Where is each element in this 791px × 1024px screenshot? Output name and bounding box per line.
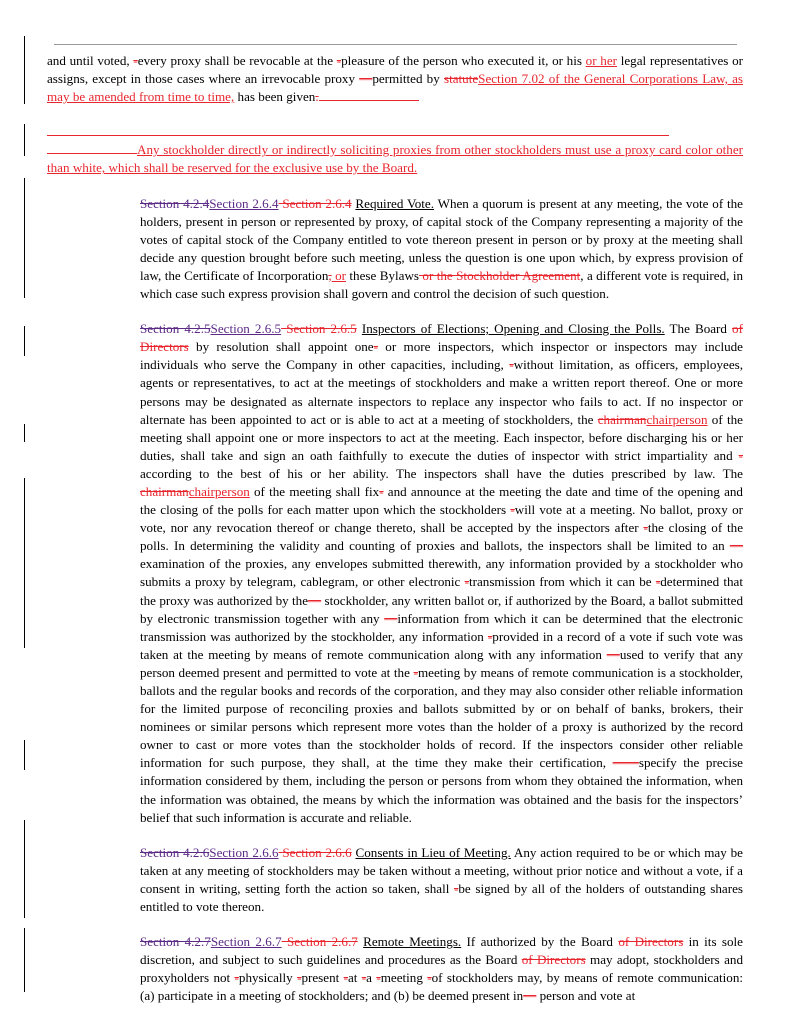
section-inspectors-of-elections: Section 4.2.5Section 2.6.5 Section 2.6.5 Inspectors of Elections; Opening and Closing the Polls. The Board of Directors by resolution shall appoint one- or more inspectors, which inspector or inspectors may include individuals who serve the Company in other capacities, including, -without limitation, as officers, employees, agents or representatives, to act at the meetings of stockholders and make a written report thereof. One or more persons may be designated as alternate inspectors to replace any inspector who fails to act. If no inspector or alternate has been appointed to act or is able to act at a meeting of stockholders, the chairmanchairperson of the meeting shall appoint one or more inspectors to act at the meeting. Each inspector, before discharging his or her duties, shall take and sign an oath faithfully to execute the duties of inspector with strict impartiality and -according to the best of his or her ability. The inspectors shall have the duties prescribed by law. The chairmanchairperson of the meeting shall fix- and announce at the meeting the date and time of the opening and the closing of the polls for each matter upon which the stockholders -will vote at a meeting. No ballot, proxy or vote, nor any revocation thereof or change thereto, shall be accepted by the inspectors after -the closing of the polls. In determining the validity and counting of proxies and ballots, the inspectors shall be limited to an —examination of the proxies, any envelopes submitted therewith, any information provided by a stockholder who submits a proxy by telegram, cablegram, or other electronic -transmission from which it can be -determined that the proxy was authorized by the— stockholder, any written ballot or, if authorized by the Board, a ballot submitted by electronic transmission together with any —information from which it can be determined that the electronic transmission was authorized by the stockholder, any information -provided in a record of a vote if such vote was taken at the meeting by means of remote communication along with any information —used to verify that any person deemed present and permitted to vote at the -meeting by means of remote communication is a stockholder, ballots and the regular books and records of the corporation, and they may also consider other reliable information for the limited purpose of reconciling proxies and ballots submitted by or on behalf of banks, brokers, their nominees or similar persons which represent more votes than the holder of a proxy is authorized by the record owner to cast or more votes than the stockholder holds of record. If the inspectors consider other reliable information for such purpose, they shall, at the time they make their certification, ——specify the precise information considered by them, including the person or persons from whom they obtained the information, when the information was obtained, the means by which the information was obtained and the basis for the inspectors’ belief that such information is accurate and reliable. — [140, 321, 744, 825]
change-bar — [24, 740, 25, 770]
change-bar — [24, 820, 25, 918]
change-bar — [24, 178, 25, 298]
change-bar — [24, 424, 25, 442]
section-remote-meetings: Section 4.2.7Section 2.6.7 Section 2.6.7 Remote Meetings. If authorized by the Board of Directors in its sole discretion, and subject to such guidelines and procedures as the Board of Directors may adopt, stockholders and proxyholders not -physically -present -at -a -meeting -of stockholders may, by means of remote communication: (a) participate in a meeting of stockholders; and (b) be deemed present in— person and vote at — [140, 934, 744, 1004]
paragraph-proxy-card-color: Any stockholder directly or indirectly soliciting proxies from other stockholders must use a proxy card color other than white, which shall be reserved for the exclusive use by the Board. — [47, 123, 743, 177]
section-heading: Consents in Lieu of Meeting. — [355, 844, 511, 860]
header-rule — [54, 44, 737, 45]
change-bar — [24, 36, 25, 104]
change-bar — [24, 326, 25, 356]
change-bar — [24, 928, 25, 992]
change-bar — [24, 478, 25, 648]
paragraph-proxy-revocable: and until voted, -every proxy shall be revocable at the -pleasure of the person who executed it, or his or her legal representatives or assigns, except in those cases where an irrevocable proxy —permitted by statuteSection 7.02 of the General Corporations Law, as may be amended from time to time, has been given. — [47, 53, 743, 105]
section-consents-in-lieu: Section 4.2.6Section 2.6.6 Section 2.6.6 Consents in Lieu of Meeting. Any action required to be or which may be taken at any meeting of stockholders may be taken without a meeting, without prior notice and without a vote, if a consent in writing, setting forth the action so taken, shall -be signed by all of the holders of outstanding shares entitled to vote thereon. — [140, 844, 743, 915]
change-bar — [24, 124, 25, 156]
section-heading: Remote Meetings. — [363, 934, 462, 950]
section-heading: Required Vote. — [355, 195, 435, 211]
section-required-vote: Section 4.2.4Section 2.6.4 Section 2.6.4 Required Vote. When a quorum is present at any meeting, the vote of the holders, present in person or represented by proxy, of capital stock of the Company representing a majority of the votes of capital stock of the Company entitled to vote thereon present in person or by proxy at the meeting shall decide any question brought before such meeting, unless the question is one upon which, by express provision of law, the Certificate of Incorporation, or these Bylaws or the Stockholder Agreement, a different vote is required, in which case such express provision shall govern and control the decision of such question. — [140, 195, 744, 302]
document-body — [47, 52, 743, 1006]
section-heading: Inspectors of Elections; Opening and Closing the Polls. — [361, 321, 665, 337]
